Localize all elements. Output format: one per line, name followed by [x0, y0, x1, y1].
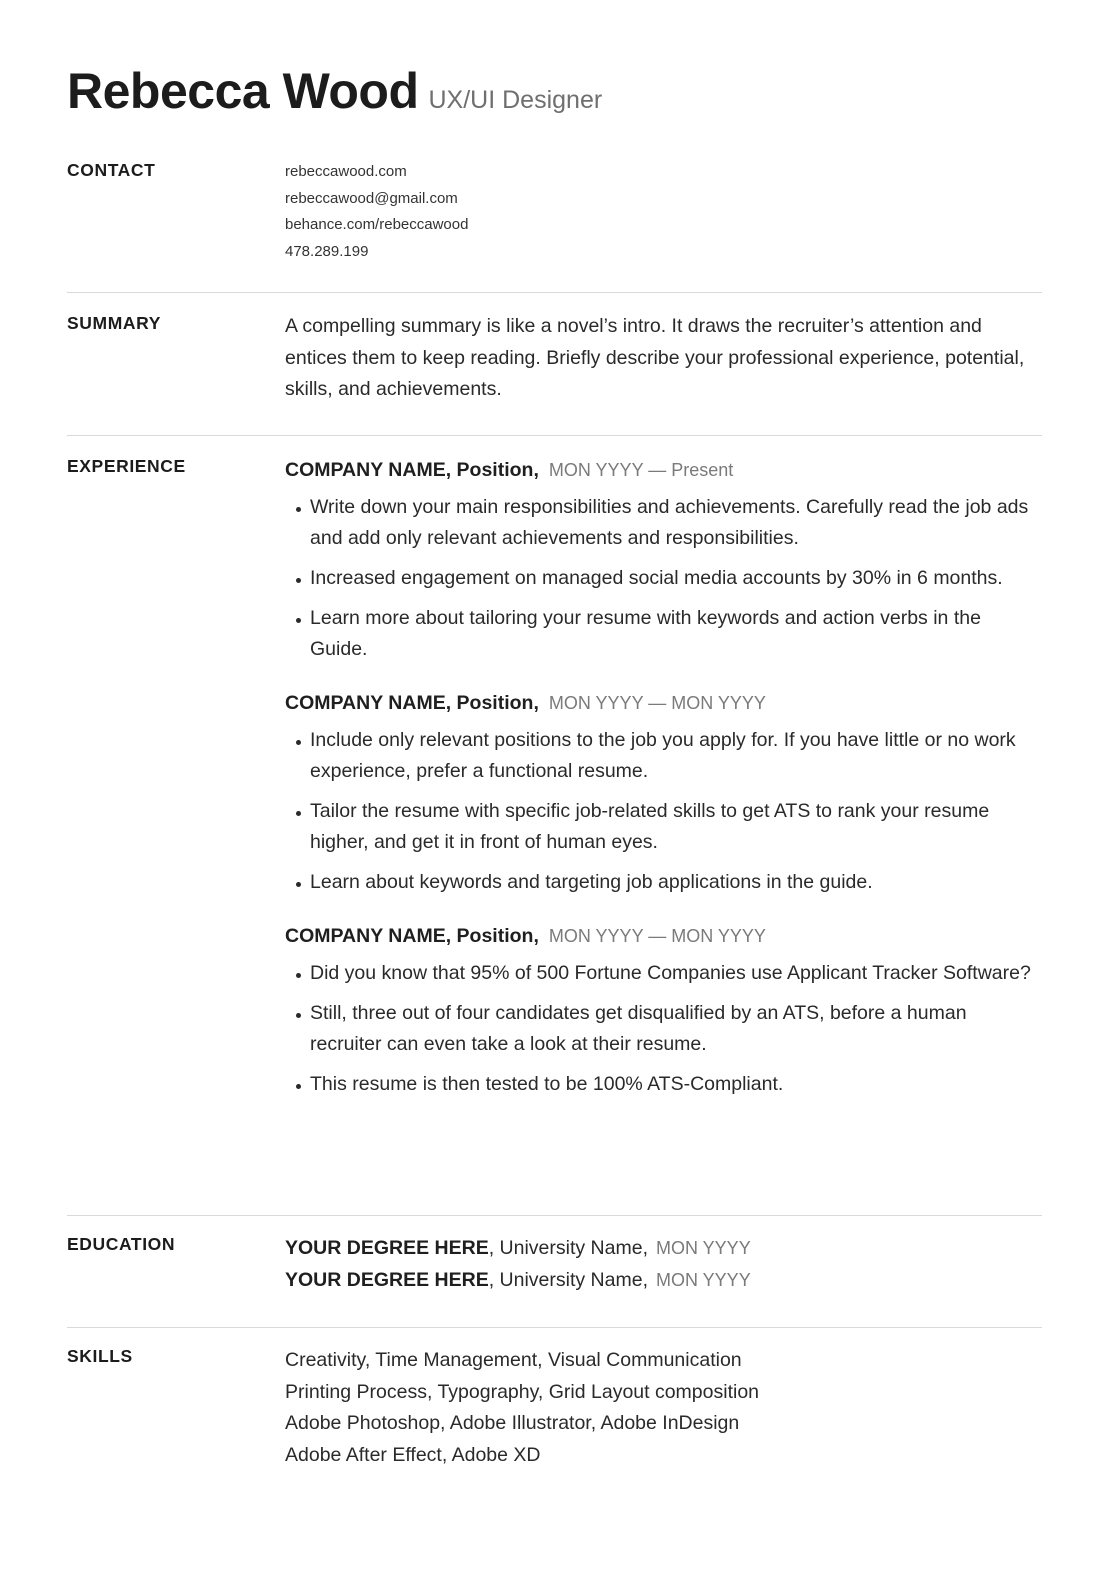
job-bullet: Still, three out of four candidates get disqualified by an ATS, before a human recruiter can even take a look at their resume.: [285, 998, 1042, 1060]
education-degree: YOUR DEGREE HERE: [285, 1268, 489, 1291]
contact-phone: 478.289.199: [285, 242, 369, 260]
resume-header: [67, 62, 602, 120]
section-label-education: EDUCATION: [67, 1234, 176, 1254]
job-header: [285, 689, 1042, 717]
job-entry: [285, 456, 1042, 665]
education-date: MON YYYY: [656, 1269, 751, 1290]
candidate-name: Rebecca Wood: [67, 63, 419, 119]
job-dates: MON YYYY — MON YYYY: [548, 693, 766, 713]
education-section: [67, 1215, 1042, 1328]
education-date: MON YYYY: [656, 1238, 751, 1258]
summary-body: [285, 311, 1042, 406]
job-title: COMPANY NAME, Position,: [285, 692, 539, 714]
skill-line: Printing Process, Typography, Grid Layout composition: [285, 1380, 760, 1403]
experience-section: [67, 435, 1042, 1216]
job-bullet: Increased engagement on managed social media accounts by 30% in 6 months.: [285, 563, 1042, 594]
job-bullet: Include only relevant positions to the job you apply for. If you have little or no work experience, prefer a functional resume.: [285, 725, 1042, 787]
contact-portfolio: behance.com/rebeccawood: [285, 216, 469, 233]
job-bullets: [285, 958, 1042, 1100]
job-dates: MON YYYY — Present: [548, 460, 734, 480]
summary-section: [67, 292, 1042, 436]
job-bullet: Tailor the resume with specific job-related skills to get ATS to rank your resume higher, and get it in front of human eyes.: [285, 796, 1042, 858]
job-bullet: Learn more about tailoring your resume with keywords and action verbs in the Guide.: [285, 603, 1042, 665]
contact-list: [285, 159, 1042, 265]
job-header: [285, 456, 1042, 484]
candidate-role: UX/UI Designer: [428, 86, 603, 114]
job-title: COMPANY NAME, Position,: [285, 459, 539, 481]
contact-website: rebeccawood.com: [285, 163, 407, 180]
skills-list: [285, 1345, 1042, 1471]
contact-email: rebeccawood@gmail.com: [285, 189, 458, 207]
experience-list: [285, 456, 1042, 1124]
job-entry: [285, 922, 1042, 1100]
job-bullet: This resume is then tested to be 100% ATS-Compliant.: [285, 1069, 1042, 1100]
job-bullets: [285, 725, 1042, 898]
section-label-contact: CONTACT: [67, 160, 156, 180]
education-entry: [285, 1233, 1042, 1265]
job-bullets: [285, 492, 1042, 665]
skills-section: [67, 1327, 1042, 1488]
education-entry: [285, 1265, 1042, 1297]
skill-line: Adobe After Effect, Adobe XD: [285, 1443, 541, 1466]
education-degree: YOUR DEGREE HERE: [285, 1237, 489, 1259]
job-bullet: Learn about keywords and targeting job applications in the guide.: [285, 867, 1042, 898]
job-title: COMPANY NAME, Position,: [285, 925, 539, 947]
contact-section: [67, 160, 1042, 292]
education-school: , University Name,: [488, 1237, 648, 1259]
job-bullet: Did you know that 95% of 500 Fortune Companies use Applicant Tracker Software?: [285, 958, 1042, 989]
job-bullet: Write down your main responsibilities and achievements. Carefully read the job ads and add only relevant achievements and responsibilities.: [285, 492, 1042, 554]
job-header: [285, 922, 1042, 950]
skill-line: Adobe Photoshop, Adobe Illustrator, Adobe InDesign: [285, 1412, 740, 1434]
education-school: , University Name,: [488, 1268, 648, 1291]
section-label-summary: SUMMARY: [67, 313, 161, 333]
skill-line: Creativity, Time Management, Visual Communication: [285, 1349, 742, 1371]
summary-text: A compelling summary is like a novel’s intro. It draws the recruiter’s attention and entices them to keep reading. Briefly describe your professional experience, potential, skills, and achievements.: [285, 315, 1025, 400]
education-list: [285, 1233, 1042, 1296]
job-dates: MON YYYY — MON YYYY: [548, 926, 766, 946]
section-label-experience: EXPERIENCE: [67, 456, 186, 476]
section-label-skills: SKILLS: [67, 1346, 133, 1366]
job-entry: [285, 689, 1042, 898]
